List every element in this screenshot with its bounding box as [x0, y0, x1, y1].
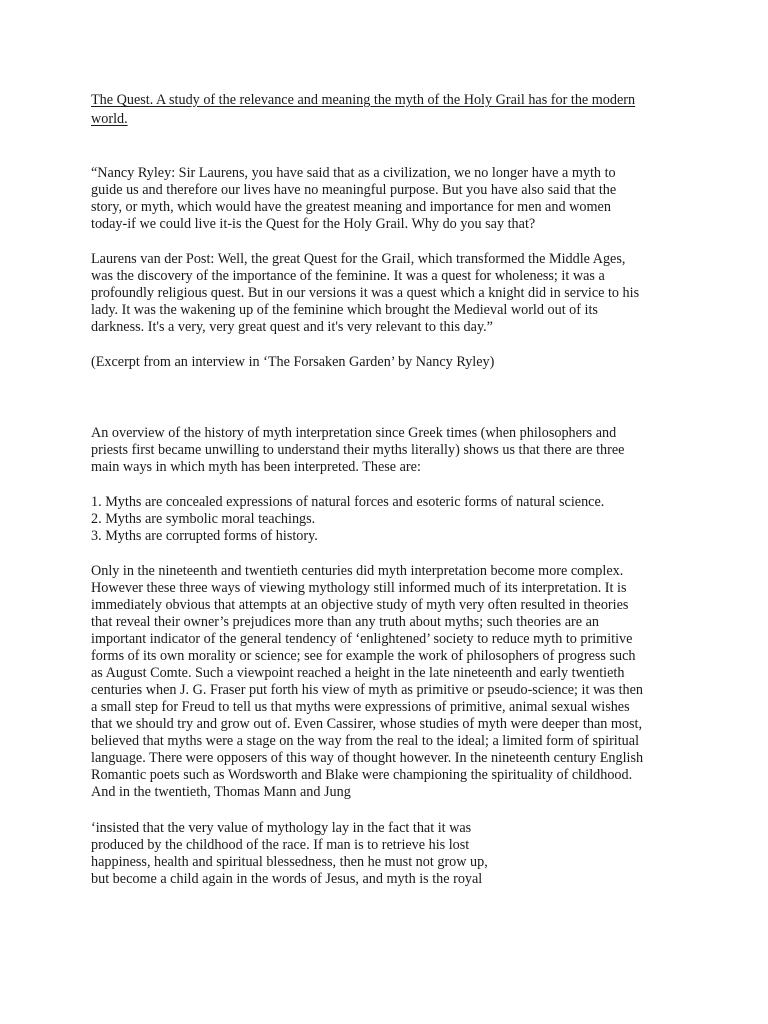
- body-line: believed that myths were a stage on the way from the real to the ideal; a limited form of spiritual: [91, 733, 640, 749]
- body-line: that reveal their owner’s prejudices more than any truth about myths; such theories are an: [91, 614, 599, 630]
- list-item: 1. Myths are concealed expressions of natural forces and esoteric forms of natural science.: [91, 494, 605, 510]
- body-line: And in the twentieth, Thomas Mann and Jung: [91, 784, 351, 800]
- body-line: forms of its own morality or science; see for example the work of philosophers of progress such: [91, 648, 636, 664]
- list-item: 3. Myths are corrupted forms of history.: [91, 528, 318, 544]
- interview-source: (Excerpt from an interview in ‘The Forsaken Garden’ by Nancy Ryley): [91, 354, 495, 370]
- document-title-line-2: world.: [91, 111, 128, 127]
- interview-answer-line: Laurens van der Post: Well, the great Quest for the Grail, which transformed the Middle Ages,: [91, 251, 626, 267]
- list-item: 2. Myths are symbolic moral teachings.: [91, 511, 316, 527]
- overview-line: main ways in which myth has been interpreted. These are:: [91, 459, 421, 475]
- body-line: that we should try and grow out of. Even Cassirer, whose studies of myth were deeper than most,: [91, 716, 643, 732]
- body-line: as August Comte. Such a viewpoint reached a height in the late nineteenth and early twentieth: [91, 665, 625, 681]
- overview-line: priests first became unwilling to understand their myths literally) shows us that there are three: [91, 442, 625, 458]
- interview-question-line: today-if we could live it-is the Quest for the Holy Grail. Why do you say that?: [91, 216, 536, 232]
- body-line: However these three ways of viewing mythology still informed much of its interpretation. It is: [91, 580, 627, 596]
- interview-answer-line: darkness. It's a very, very great quest and it's very relevant to this day.”: [91, 319, 493, 335]
- body-line: Romantic poets such as Wordsworth and Blake were championing the spirituality of childhood.: [91, 767, 633, 783]
- interview-question-line: story, or myth, which would have the greatest meaning and importance for men and women: [91, 199, 611, 215]
- interview-answer-line: was the discovery of the importance of the feminine. It was a quest for wholeness; it was a: [91, 268, 605, 284]
- quote-line: ‘insisted that the very value of mythology lay in the fact that it was: [91, 820, 472, 836]
- body-line: immediately obvious that attempts at an objective study of myth very often resulted in theories: [91, 597, 629, 613]
- body-line: centuries when J. G. Fraser put forth his view of myth as primitive or pseudo-science; it was then: [91, 682, 644, 698]
- quote-line: happiness, health and spiritual blessedness, then he must not grow up,: [91, 854, 488, 870]
- interview-question-line: guide us and therefore our lives have no meaningful purpose. But you have also said that the: [91, 182, 617, 198]
- body-line: language. There were opposers of this way of thought however. In the nineteenth century English: [91, 750, 644, 766]
- interview-answer-line: profoundly religious quest. But in our versions it was a quest which a knight did in service to his: [91, 285, 640, 301]
- body-line: Only in the nineteenth and twentieth centuries did myth interpretation become more complex.: [91, 563, 624, 579]
- quote-line: produced by the childhood of the race. If man is to retrieve his lost: [91, 837, 470, 853]
- overview-line: An overview of the history of myth interpretation since Greek times (when philosophers and: [91, 425, 617, 441]
- body-line: important indicator of the general tendency of ‘enlightened’ society to reduce myth to primitive: [91, 631, 633, 647]
- body-line: a small step for Freud to tell us that myths were expressions of primitive, animal sexual wishes: [91, 699, 630, 715]
- document-title-line-1: The Quest. A study of the relevance and meaning the myth of the Holy Grail has for the modern: [91, 92, 636, 108]
- quote-line: but become a child again in the words of Jesus, and myth is the royal: [91, 871, 483, 887]
- interview-question-line: “Nancy Ryley: Sir Laurens, you have said that as a civilization, we no longer have a myth to: [91, 165, 616, 181]
- interview-answer-line: lady. It was the wakening up of the feminine which brought the Medieval world out of its: [91, 302, 598, 318]
